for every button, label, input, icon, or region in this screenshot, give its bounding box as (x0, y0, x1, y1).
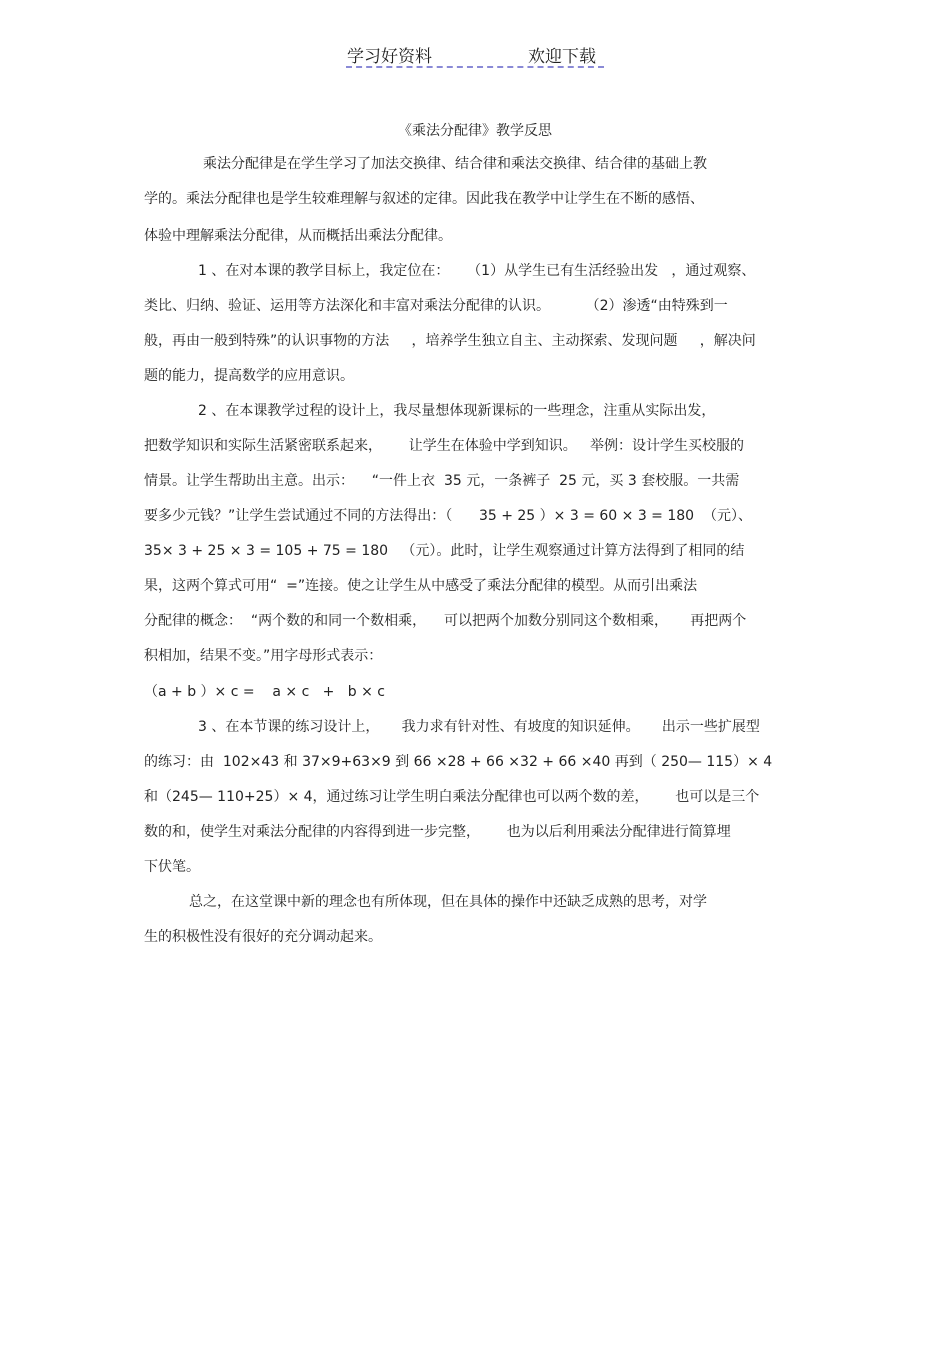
body-text-line: 2 、在本课教学过程的设计上，我尽量想体现新课标的一些理念，注重从实际出发， (198, 403, 716, 419)
body-text-line: 积相加，结果不变。”用字母形式表示： (144, 648, 383, 664)
body-text-line: 把数学知识和实际生活紧密联系起来， 让学生在体验中学到知识。 举例：设计学生买校服的 (144, 438, 745, 454)
body-text-line: 果，这两个算式可用“ =”连接。使之让学生从中感受了乘法分配律的模型。从而引出乘法 (144, 578, 698, 594)
body-text-line: 生的积极性没有很好的充分调动起来。 (144, 929, 382, 945)
body-text-line: 题的能力，提高数学的应用意识。 (144, 368, 354, 384)
body-text-line: 类比、归纳、验证、运用等方法深化和丰富对乘法分配律的认识。 （2）渗透“由特殊到一 (144, 298, 728, 314)
body-text-line: 的练习：由 102×43 和 37×9+63×9 到 66 ×28 + 66 ×32 + 66 ×40 再到（ 250— 115）× 4 (144, 754, 773, 770)
body-text-line: 情景。让学生帮助出主意。出示： “一件上衣 35 元，一条裤子 25 元，买 3 套校服。一共需 (144, 473, 740, 489)
body-text-line: 3 、在本节课的练习设计上， 我力求有针对性、有坡度的知识延伸。 出示一些扩展型 (198, 719, 760, 735)
body-text-line: 总之，在这堂课中新的理念也有所体现，但在具体的操作中还缺乏成熟的思考，对学 (189, 894, 707, 910)
body-text-line: 乘法分配律是在学生学习了加法交换律、结合律和乘法交换律、结合律的基础上教 (203, 156, 707, 172)
body-text-line: （a + b ）× c = a × c + b × c (144, 684, 385, 700)
body-text-line: 体验中理解乘法分配律，从而概括出乘法分配律。 (144, 228, 452, 244)
body-text-line: 学的。乘法分配律也是学生较难理解与叙述的定律。因此我在教学中让学生在不断的感悟、 (144, 191, 704, 207)
body-text-line: 般，再由一般到特殊”的认识事物的方法 ，培养学生独立自主、主动探索、发现问题 ，解决问 (144, 333, 756, 349)
body-text-line: 分配律的概念： “两个数的和同一个数相乘， 可以把两个加数分别同这个数相乘， 再把两个 (144, 613, 747, 629)
body-text-line: 要多少元钱？”让学生尝试通过不同的方法得出：（ 35 + 25 ）× 3 = 60 × 3 = 180 （元）、 (144, 508, 752, 524)
page-header (346, 40, 604, 68)
body-text-line: 数的和，使学生对乘法分配律的内容得到进一步完整， 也为以后利用乘法分配律进行简算埋 (144, 824, 731, 840)
document-title: 《乘法分配律》教学反思 (398, 123, 552, 139)
header-right-text: 欢迎下载 (528, 47, 596, 67)
header-left-text: 学习好资料 (347, 47, 432, 67)
body-text-line: 35× 3 + 25 × 3 = 105 + 75 = 180 （元）。此时，让学生观察通过计算方法得到了相同的结 (144, 543, 745, 559)
body-text-line: 下伏笔。 (144, 859, 200, 875)
body-text-line: 1 、在对本课的教学目标上，我定位在： （1）从学生已有生活经验出发 ，通过观察、 (198, 263, 756, 279)
body-text-line: 和（245— 110+25）× 4，通过练习让学生明白乘法分配律也可以两个数的差， 也可以是三个 (144, 789, 760, 805)
